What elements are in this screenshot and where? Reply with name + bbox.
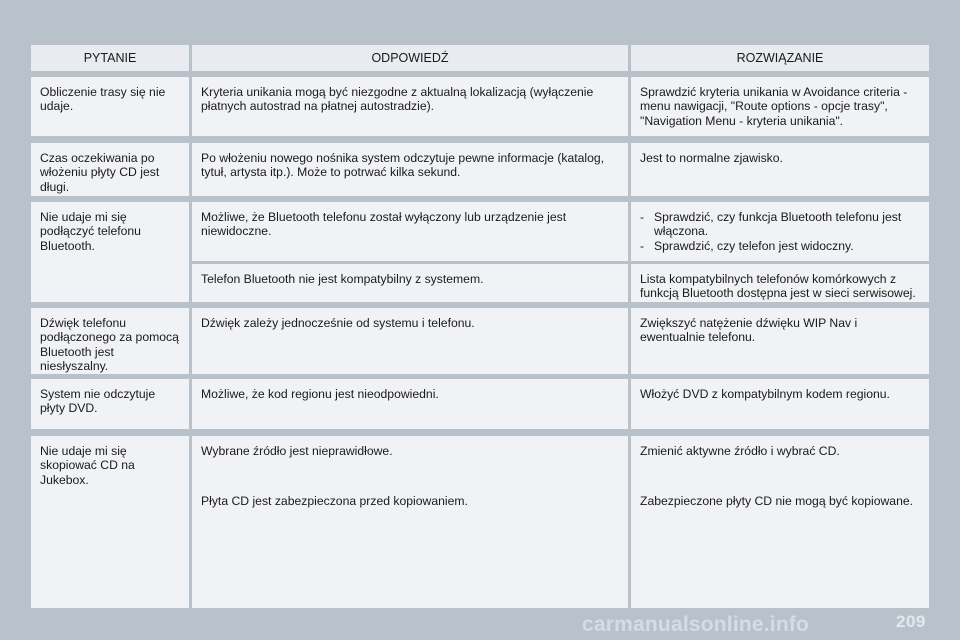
header-question xyxy=(31,45,189,71)
header-question-label: PYTANIE xyxy=(83,50,137,65)
header-answer xyxy=(192,45,628,71)
solution-list-item xyxy=(640,210,920,239)
header-solution-label: ROZWIĄZANIE xyxy=(736,50,824,65)
solution-cell: Jest to normalne zjawisko. xyxy=(631,143,929,196)
answer-cell: Telefon Bluetooth nie jest kompatybilny z systemem. xyxy=(192,264,628,302)
solution-list-text: Sprawdzić, czy funkcja Bluetooth telefonu jest włączona. xyxy=(654,210,902,239)
answer-cell: Płyta CD jest zabezpieczona przed kopiowaniem. xyxy=(192,486,628,608)
solution-cell: Zabezpieczone płyty CD nie mogą być kopiowane. xyxy=(631,486,929,608)
question-cell: Nie udaje mi się podłączyć telefonu Bluetooth. xyxy=(31,202,189,302)
page-number: 209 xyxy=(896,612,926,631)
solution-cell: Zmienić aktywne źródło i wybrać CD. xyxy=(631,436,929,486)
header-answer-label: ODPOWIEDŹ xyxy=(371,50,449,65)
solution-cell: Włożyć DVD z kompatybilnym kodem regionu. xyxy=(631,379,929,429)
answer-cell: Dźwięk zależy jednocześnie od systemu i telefonu. xyxy=(192,308,628,374)
solution-list-item xyxy=(640,239,920,253)
question-cell: Nie udaje mi się skopiować CD na Jukebox. xyxy=(31,436,189,608)
answer-cell: Po włożeniu nowego nośnika system odczytuje pewne informacje (katalog, tytuł, artysta itp.). Może to potrwać kilka sekund. xyxy=(192,143,628,196)
header-solution xyxy=(631,45,929,71)
dash-bullet: - xyxy=(640,238,645,253)
solution-cell: Lista kompatybilnych telefonów komórkowych z funkcją Bluetooth dostępna jest w sieci serwisowej. xyxy=(631,264,929,302)
solution-cell xyxy=(631,202,929,261)
question-cell: System nie odczytuje płyty DVD. xyxy=(31,379,189,429)
question-cell: Dźwięk telefonu podłączonego za pomocą Bluetooth jest niesłyszalny. xyxy=(31,308,189,374)
answer-cell: Wybrane źródło jest nieprawidłowe. xyxy=(192,436,628,486)
answer-cell: Możliwe, że kod regionu jest nieodpowiedni. xyxy=(192,379,628,429)
watermark: carmanualsonline.info xyxy=(582,613,810,636)
solution-list-text: Sprawdzić, czy telefon jest widoczny. xyxy=(654,238,854,253)
solution-cell: Sprawdzić kryteria unikania w Avoidance criteria - menu nawigacji, "Route options - opcje trasy", "Navigation Menu - kryteria unikania". xyxy=(631,77,929,136)
solution-cell: Zwiększyć natężenie dźwięku WIP Nav i ewentualnie telefonu. xyxy=(631,308,929,374)
question-cell: Czas oczekiwania po włożeniu płyty CD jest długi. xyxy=(31,143,189,196)
answer-cell: Możliwe, że Bluetooth telefonu został wyłączony lub urządzenie jest niewidoczne. xyxy=(192,202,628,261)
question-cell: Obliczenie trasy się nie udaje. xyxy=(31,77,189,136)
dash-bullet: - xyxy=(640,210,645,224)
answer-cell: Kryteria unikania mogą być niezgodne z aktualną lokalizacją (wyłączenie płatnych autostrad na płatnej autostradzie). xyxy=(192,77,628,136)
